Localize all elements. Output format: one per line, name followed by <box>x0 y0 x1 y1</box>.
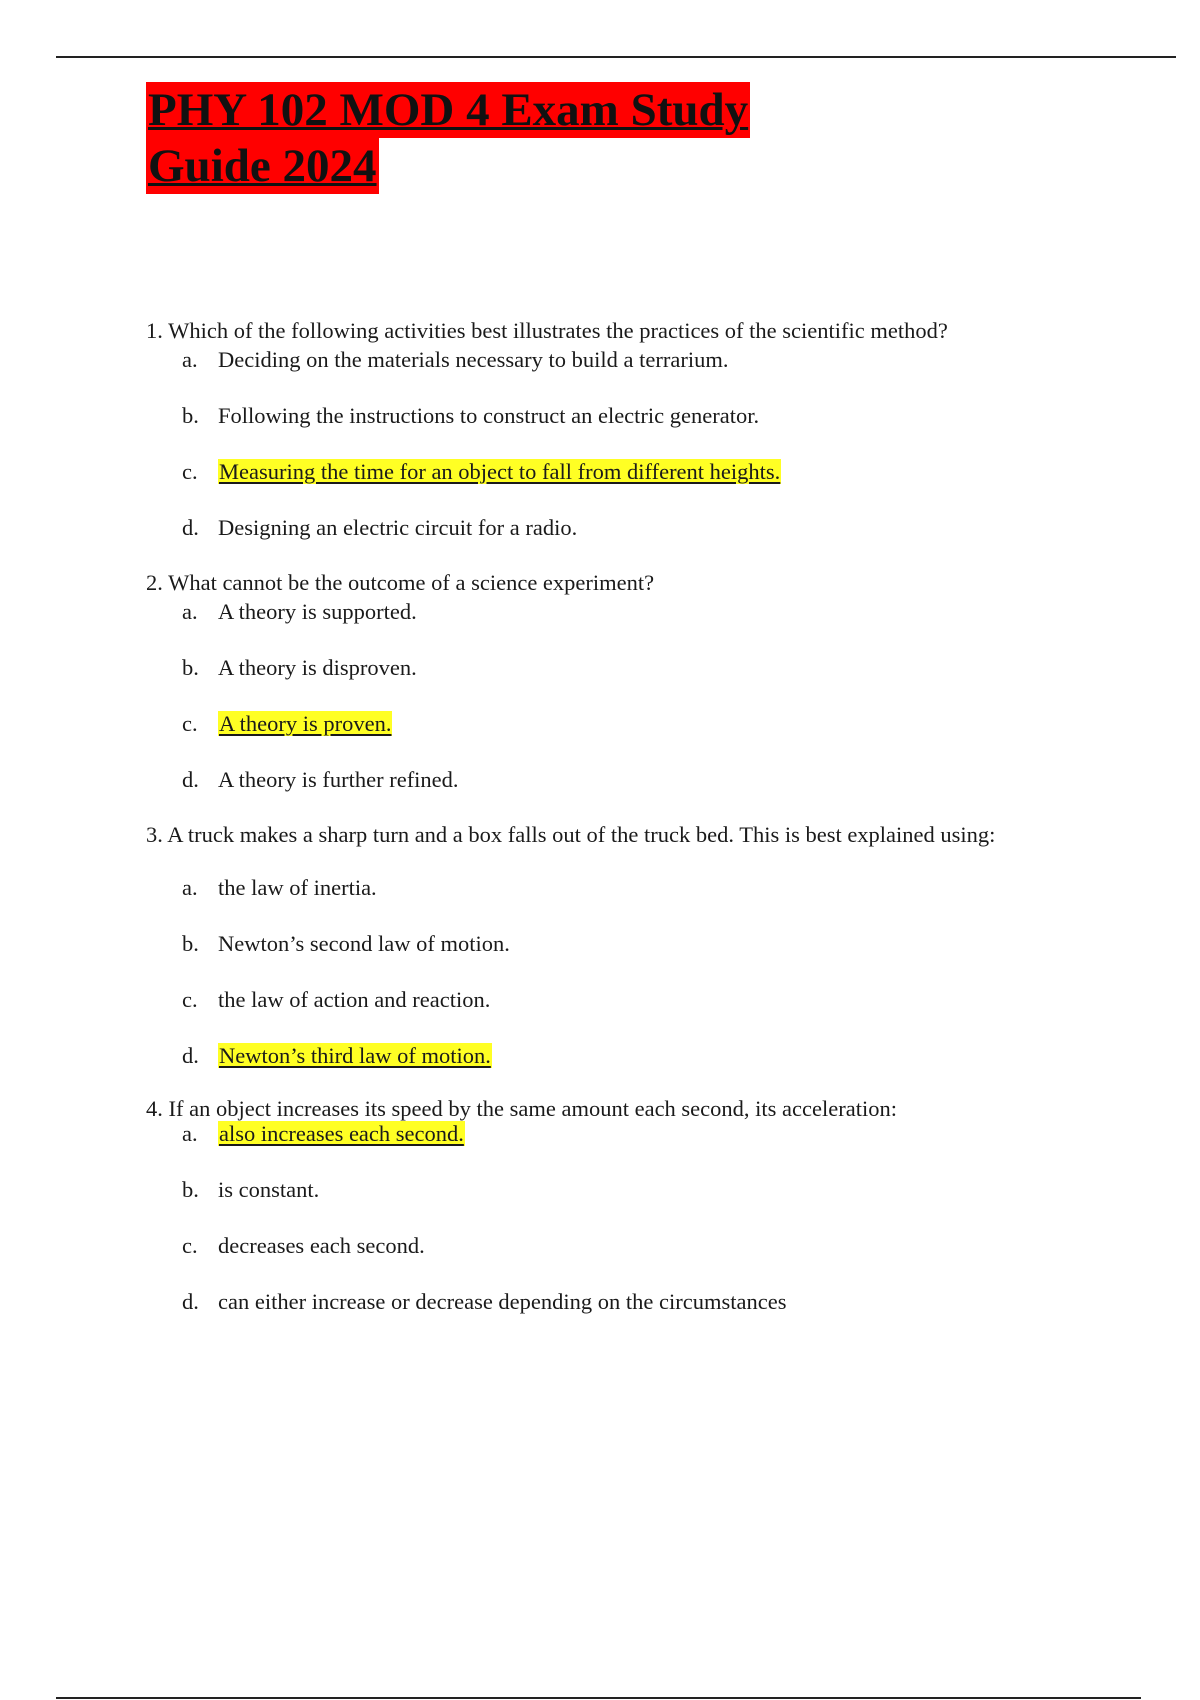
option-text: A theory is disproven. <box>218 655 417 680</box>
option-letter: b. <box>182 931 199 956</box>
question-4 <box>146 1094 1146 1316</box>
highlighted-answer: A theory is proven. <box>219 711 392 736</box>
option-c <box>146 986 1146 1014</box>
option-a <box>146 1120 1146 1148</box>
option-letter: a. <box>182 599 198 624</box>
option-list <box>146 874 1146 1070</box>
option-b <box>146 930 1146 958</box>
question-3 <box>146 820 1146 1070</box>
option-text: can either increase or decrease depending on the circumstances <box>218 1289 787 1314</box>
bottom-rule <box>56 1697 1141 1699</box>
option-letter: b. <box>182 655 199 680</box>
option-a <box>146 598 1146 626</box>
option-d <box>146 1042 1146 1070</box>
option-text: Deciding on the materials necessary to build a terrarium. <box>218 347 729 372</box>
option-text: the law of action and reaction. <box>218 987 491 1012</box>
highlighted-answer: Newton’s third law of motion. <box>219 1043 491 1068</box>
option-text: Newton’s second law of motion. <box>218 931 510 956</box>
option-d <box>146 766 1146 794</box>
option-letter: d. <box>182 1289 199 1314</box>
option-text: Designing an electric circuit for a radio. <box>218 515 578 540</box>
option-a <box>146 346 1146 374</box>
option-letter: c. <box>182 459 198 484</box>
option-list <box>146 346 1146 542</box>
question-list <box>146 316 1146 1316</box>
option-letter: a. <box>182 1121 198 1146</box>
option-letter: c. <box>182 711 198 736</box>
option-text: Following the instructions to construct an electric generator. <box>218 403 760 428</box>
option-text: A theory is supported. <box>218 599 417 624</box>
title-line-2: Guide 2024 <box>148 140 377 192</box>
option-text: is constant. <box>218 1177 320 1202</box>
option-a <box>146 874 1146 902</box>
top-rule <box>56 56 1176 58</box>
option-b <box>146 1176 1146 1204</box>
option-letter: c. <box>182 1233 198 1258</box>
option-letter: d. <box>182 767 199 792</box>
option-c <box>146 458 1146 486</box>
option-c <box>146 710 1146 738</box>
question-text: 4. If an object increases its speed by the same amount each second, its acceleration: <box>146 1096 897 1121</box>
question-text: 3. A truck makes a sharp turn and a box falls out of the truck bed. This is best explained using: <box>146 822 996 847</box>
option-letter: b. <box>182 403 199 428</box>
question-1 <box>146 316 1146 542</box>
option-b <box>146 654 1146 682</box>
option-letter: a. <box>182 347 198 372</box>
question-2 <box>146 568 1146 794</box>
highlighted-answer: also increases each second. <box>219 1121 464 1146</box>
highlighted-answer: Measuring the time for an object to fall from different heights. <box>219 459 781 484</box>
option-letter: d. <box>182 1043 199 1068</box>
title-line-1: PHY 102 MOD 4 Exam Study <box>148 84 749 136</box>
option-list <box>146 1120 1146 1316</box>
question-text: 2. What cannot be the outcome of a science experiment? <box>146 570 655 595</box>
option-letter: b. <box>182 1177 199 1202</box>
option-text: decreases each second. <box>218 1233 425 1258</box>
option-list <box>146 598 1146 794</box>
question-text: 1. Which of the following activities best illustrates the practices of the scientific method? <box>146 318 948 343</box>
option-letter: c. <box>182 987 198 1012</box>
option-letter: a. <box>182 875 198 900</box>
option-letter: d. <box>182 515 199 540</box>
option-d <box>146 514 1146 542</box>
option-b <box>146 402 1146 430</box>
option-text: A theory is further refined. <box>218 767 459 792</box>
document-title <box>146 82 846 194</box>
option-c <box>146 1232 1146 1260</box>
option-text: the law of inertia. <box>218 875 377 900</box>
option-d <box>146 1288 1146 1316</box>
